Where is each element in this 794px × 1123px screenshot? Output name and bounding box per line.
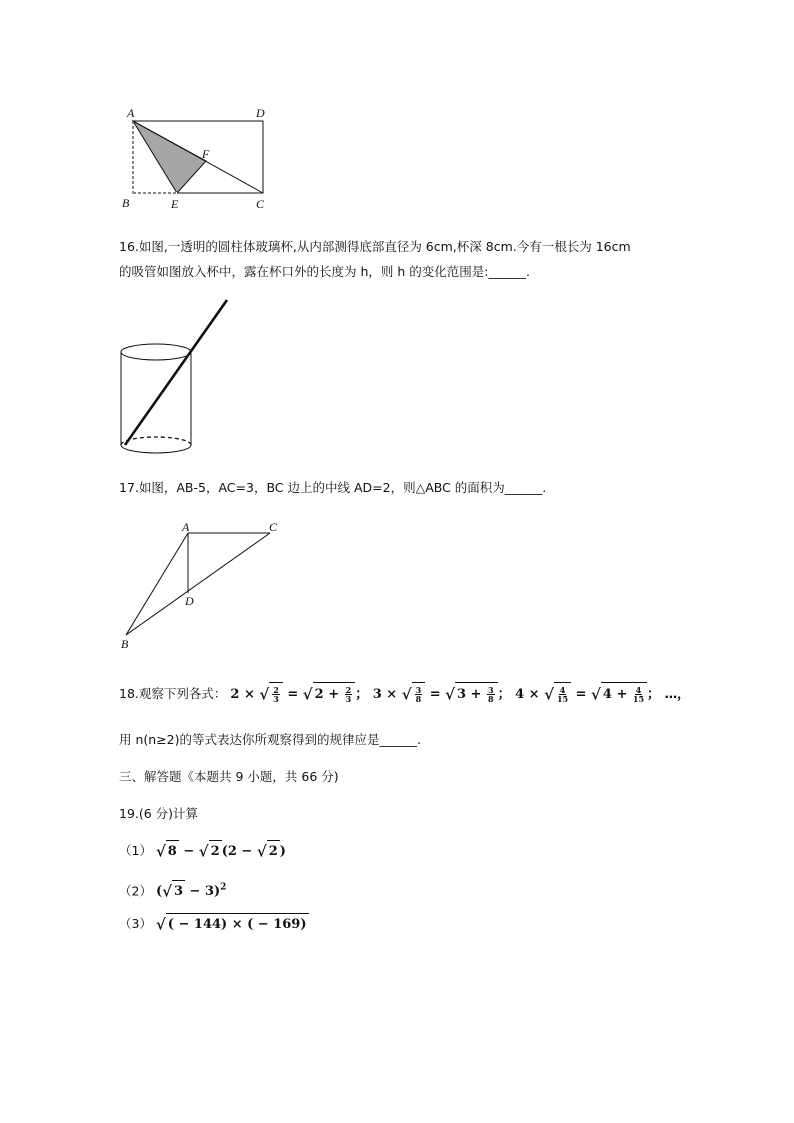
rectangle-figure [115,100,280,215]
q18-line1 [119,682,690,707]
label-f: F [202,147,210,161]
label-a: A [182,520,190,534]
label-c: C [256,197,265,211]
triangle-figure [115,515,295,655]
q19-part1: （1） √ 8 − √ 2 (2 − √ 2 ) [119,840,286,863]
side-ab [126,533,188,635]
label-d: D [256,106,265,120]
q18-line2: 用 n(n≥2)的等式表达你所观察得到的规律应是______. [119,732,421,747]
q18-suffix: …， [664,686,690,701]
cylinder-bottom-back [121,437,191,445]
cylinder-top [121,344,191,360]
label-d: D [185,594,194,608]
diagonal-ac [133,121,263,193]
q19-title: 19.(6 分)计算 [119,806,199,821]
label-e: E [171,197,179,211]
cylinder-bottom-front [121,445,191,453]
q19-part2-label: （2） [119,883,152,899]
straw [125,300,227,445]
q18-eq3: 4 × √ $\frac{4}{15}$ = √ 4 + $\frac{4}{15}$ ； [515,687,664,702]
label-b: B [122,196,130,210]
q16-line2: 的吸管如图放入杯中，露在杯口外的长度为 h，则 h 的变化范围是:______. [119,264,530,279]
q18-prefix: 18.观察下列各式： [119,686,227,701]
side-bc [126,533,270,635]
q18-eq1: 2 × √ $\frac{2}{3}$ = √ 2 + $\frac{2}{3}$ ； [230,687,372,702]
q19-part3-label: （3） [119,916,152,931]
label-a: A [127,106,135,120]
q18-eq2: 3 × √ $\frac{3}{8}$ = √ 3 + $\frac{3}{8}$ ； [373,687,515,702]
q19-part2: （2） (√ 3 − 3)$^2$ [119,877,226,903]
shaded-triangle [133,121,206,193]
section-3-heading: 三、解答题《本题共 9 小题，共 66 分) [119,769,339,784]
q19-part1-label: （1） [119,843,152,858]
q16-line1: 16.如图,一透明的圆柱体玻璃杯,从内部测得底部直径为 6cm,杯深 8cm.今有一根长为 16cm [119,239,631,254]
label-c: C [269,520,278,534]
cylinder-figure [115,295,240,460]
label-b: B [121,637,129,651]
q17-text: 17.如图，AB-5，AC=3，BC 边上的中线 AD=2，则△ABC 的面积为______. [119,480,547,495]
q19-part3: （3） √ ( − 144) × ( − 169) [119,913,309,936]
